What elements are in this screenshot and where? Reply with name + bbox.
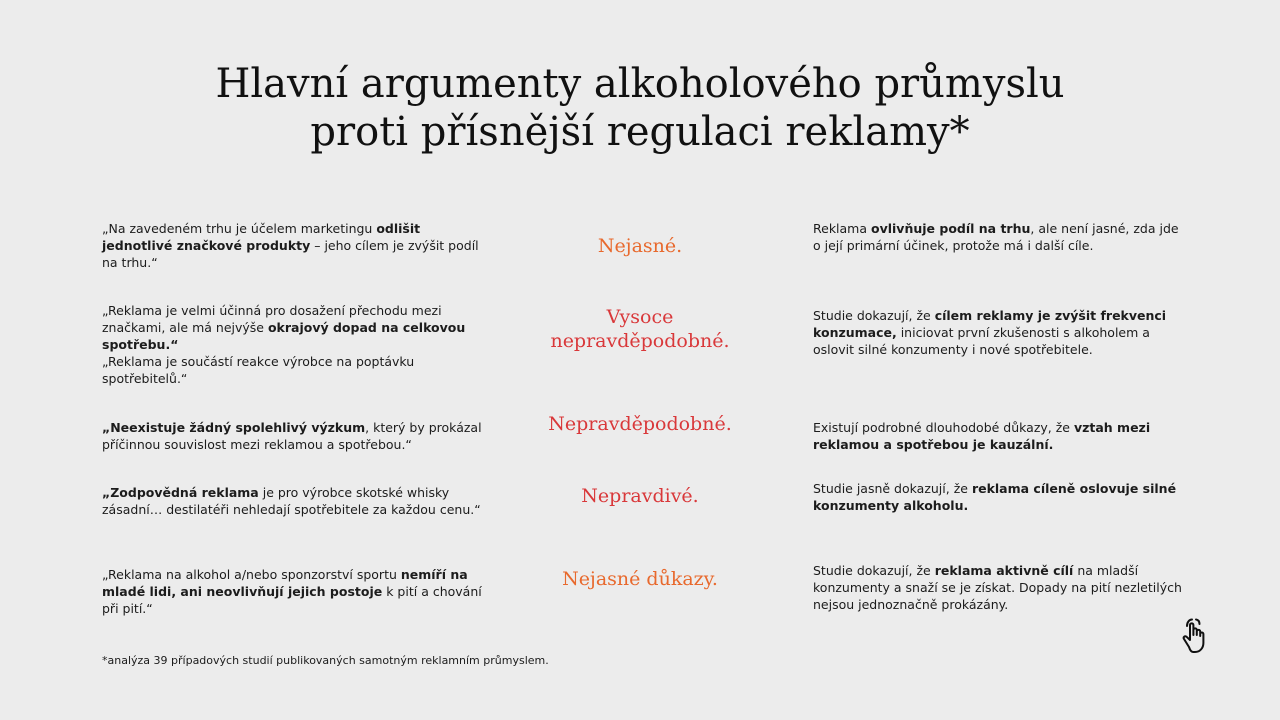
page-title	[0, 60, 1280, 156]
claim-3: „Neexistuje žádný spolehlivý výzkum, který by prokázal příčinnou souvislost mezi reklamou a spotřebou.“	[102, 420, 482, 452]
claim-4: „Zodpovědná reklama je pro výrobce skotské whisky zásadní… destilatéři nehledají spotřebitele za každou cenu.“	[102, 485, 481, 517]
verdict-4: Nepravdivé.	[581, 485, 699, 507]
verdict-3: Nepravděpodobné.	[548, 413, 732, 435]
claim-5: „Reklama na alkohol a/nebo sponzorství sportu nemíří na mladé lidi, ani neovlivňují jejich postoje k pití a chování při pití.“	[102, 567, 482, 616]
verdict-5: Nejasné důkazy.	[562, 568, 718, 590]
evidence-3: Existují podrobné dlouhodobé důkazy, že vztah mezi reklamou a spotřebou je kauzální.	[813, 420, 1151, 452]
verdict-1: Nejasné.	[597, 235, 683, 257]
hand-pointer-icon	[1180, 617, 1214, 655]
verdict-2: Vysoce nepravděpodobné.	[550, 306, 730, 352]
claim-2: „Reklama je velmi účinná pro dosažení přechodu mezi značkami, ale má nejvýše okrajový dopad na celkovou spotřebu.“ „Reklama je součástí reakce výrobce na poptávku spotřebitelů.“	[102, 303, 466, 386]
evidence-2: Studie dokazují, že cílem reklamy je zvýšit frekvenci konzumace, iniciovat první zkušenosti s alkoholem a oslovit silné konzumenty i nové spotřebitele.	[813, 308, 1167, 357]
footnote: *analýza 39 případových studií publikovaných samotným reklamním průmyslem.	[102, 654, 549, 667]
claim-1: „Na zavedeném trhu je účelem marketingu odlišit jednotlivé značkové produkty – jeho cílem je zvýšit podíl na trhu.“	[102, 221, 479, 270]
title-line-2: proti přísnější regulaci reklamy*	[310, 109, 970, 155]
title-line-1: Hlavní argumenty alkoholového průmyslu	[215, 61, 1065, 107]
evidence-5: Studie dokazují, že reklama aktivně cílí na mladší konzumenty a snaží se je získat. Dopady na pití nezletilých nejsou jednoznačně prokázány.	[813, 563, 1182, 612]
evidence-4: Studie jasně dokazují, že reklama cíleně oslovuje silné konzumenty alkoholu.	[813, 481, 1177, 513]
evidence-1: Reklama ovlivňuje podíl na trhu, ale není jasné, zda jde o její primární účinek, protože má i další cíle.	[813, 221, 1179, 253]
